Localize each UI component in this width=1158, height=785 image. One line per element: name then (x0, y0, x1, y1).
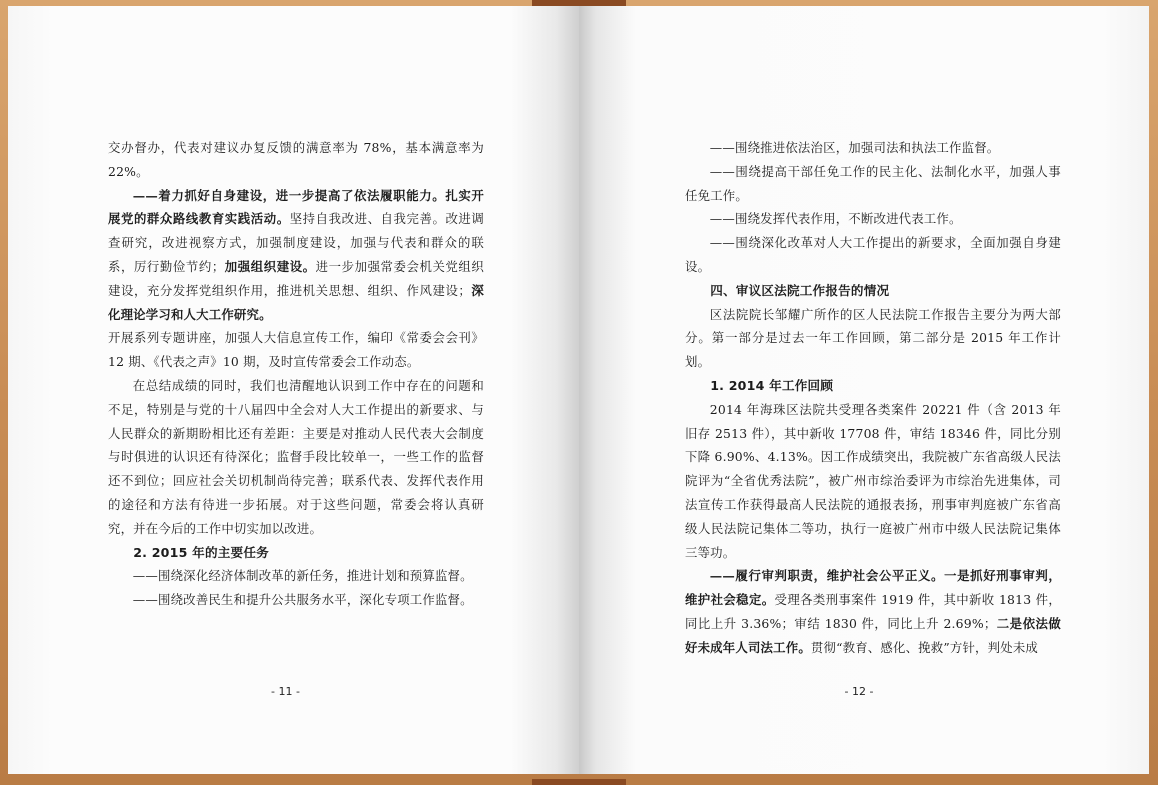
bold-text: 二是依法做好未成年人司法工作。 (685, 615, 1062, 655)
paragraph (108, 564, 484, 588)
paragraph (685, 160, 1061, 208)
bold-text: 四、审议区法院工作报告的情况 (710, 282, 890, 298)
bold-text: 加强组织建设。 (224, 258, 316, 274)
bold-text: 2. 2015 年的主要任务 (133, 544, 269, 560)
text-run: ——围绕提高干部任免工作的民主化、法制化水平，加强人事任免工作。 (685, 163, 1061, 203)
paragraph (685, 374, 1061, 398)
text-run: ——围绕深化经济体制改革的新任务，推进计划和预算监督。 (132, 568, 473, 584)
text-run: ——围绕发挥代表作用，不断改进代表工作。 (709, 211, 962, 227)
right-page-text (685, 136, 1061, 660)
text-run: 2014 年海珠区法院共受理各类案件 20221 件（含 2013 年旧存 2513 件），其中新收 17708 件，审结 18346 件，同比分别下降 6.90%、4.13%。因工作成绩突出，我院被广东省高级人民法院评为“全省优秀法院”，被广州市综治委评为市综治先进集体，司法宣传工作获得最高人民法院的通报表扬，刑事审判庭被广东省高级人民法院记集体二等功，执行一庭被广州市中级人民法院记集体三等功。 (685, 401, 1061, 560)
page-number-left: - 11 - (271, 685, 300, 698)
paragraph (685, 398, 1061, 565)
bold-text: 深化理论学习和人大工作研究。 (108, 282, 484, 322)
paragraph (685, 564, 1061, 659)
paragraph (685, 136, 1061, 160)
text-run: 受理各类刑事案件 1919 件，其中新收 1813 件，同比上升 3.36%；审结 1830 件，同比上升 2.69%； (685, 592, 1061, 631)
paragraph (108, 588, 484, 612)
paragraph (685, 207, 1061, 231)
right-page[interactable] (579, 6, 1149, 774)
page-number-right: - 12 - (844, 685, 874, 698)
text-run: 坚持自我改进、自我完善。改进调查研究，改进视察方式，加强制度建设，加强与代表和群众的联系，厉行勤俭节约； (108, 211, 484, 274)
binding-bottom (532, 779, 626, 785)
text-run: ——围绕改善民生和提升公共服务水平，深化专项工作监督。 (132, 592, 473, 608)
text-run: ——围绕深化改革对人大工作提出的新要求，全面加强自身建设。 (685, 235, 1061, 274)
paragraph (685, 303, 1061, 374)
paragraph (685, 231, 1061, 279)
text-run: 交办督办，代表对建议办复反馈的满意率为 78%，基本满意率为 22%。 (108, 140, 484, 179)
text-run: 开展系列专题讲座，加强人大信息宣传工作，编印《常委会会刊》12 期、《代表之声》10 期，及时宣传常委会工作动态。 (108, 330, 484, 370)
left-page[interactable] (8, 6, 579, 774)
paragraph (108, 541, 484, 565)
paragraph (108, 374, 484, 541)
text-run: 贯彻“教育、感化、挽救”方针，判处未成 (810, 639, 1039, 655)
text-run: 区法院院长邹耀广所作的区人民法院工作报告主要分为两大部分。第一部分是过去一年工作回顾，第二部分是 2015 年工作计划。 (685, 306, 1061, 370)
text-run: 在总结成绩的同时，我们也清醒地认识到工作中存在的问题和不足，特别是与党的十八届四中全会对人大工作提出的新要求、与人民群众的新期盼相比还有差距：主要是对推动人民代表大会制度与时俱进的认识还有待深化；监督手段比较单一，一些工作的监督还不到位；回应社会关切机制尚待完善；联系代表、发挥代表作用的途径和方法有待进一步拓展。对于这些问题，常委会将认真研究，并在今后的工作中切实加以改进。 (108, 377, 484, 536)
paragraph (108, 136, 484, 184)
bold-text: 1. 2014 年工作回顾 (710, 377, 834, 393)
paragraph (685, 279, 1061, 303)
bold-text: ——履行审判职责，维护社会公平正义。一是抓好刑事审判，维护社会稳定。 (685, 568, 1061, 608)
text-run: ——围绕推进依法治区，加强司法和执法工作监督。 (709, 140, 1000, 155)
left-page-text (108, 136, 484, 612)
text-run: 进一步加强常委会机关党组织建设，充分发挥党组织作用，推进机关思想、组织、作风建设； (108, 258, 484, 298)
paragraph (108, 184, 484, 327)
bold-text: ——着力抓好自身建设，进一步提高了依法履职能力。扎实开展党的群众路线教育实践活动。 (108, 187, 484, 227)
paragraph (108, 326, 484, 374)
